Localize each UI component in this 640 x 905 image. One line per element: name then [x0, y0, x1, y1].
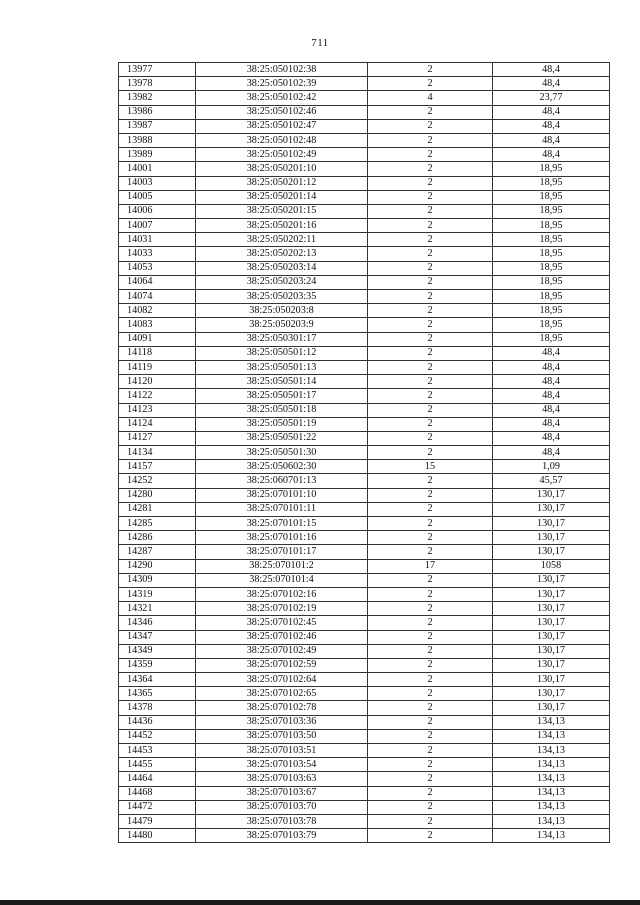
table-row	[119, 786, 610, 800]
table-row	[119, 658, 610, 672]
cadastral-number-cell: 38:25:050501:13	[196, 360, 368, 374]
table-row	[119, 431, 610, 445]
count-cell: 2	[368, 63, 493, 77]
value-cell: 130,17	[493, 644, 610, 658]
value-cell: 1058	[493, 559, 610, 573]
count-cell: 2	[368, 488, 493, 502]
cadastral-number-cell: 38:25:050201:14	[196, 190, 368, 204]
cadastral-number-cell: 38:25:070101:2	[196, 559, 368, 573]
cadastral-number-cell: 38:25:070102:49	[196, 644, 368, 658]
value-cell: 18,95	[493, 162, 610, 176]
table-row	[119, 758, 610, 772]
row-id-cell: 14309	[119, 573, 196, 587]
count-cell: 2	[368, 687, 493, 701]
cadastral-number-cell: 38:25:070103:36	[196, 715, 368, 729]
count-cell: 2	[368, 744, 493, 758]
row-id-cell: 14290	[119, 559, 196, 573]
cadastral-number-cell: 38:25:070101:11	[196, 502, 368, 516]
cadastral-number-cell: 38:25:070101:10	[196, 488, 368, 502]
table-row	[119, 403, 610, 417]
cadastral-number-cell: 38:25:070101:17	[196, 545, 368, 559]
table-row	[119, 502, 610, 516]
table-row	[119, 63, 610, 77]
row-id-cell: 14091	[119, 332, 196, 346]
value-cell: 134,13	[493, 744, 610, 758]
count-cell: 2	[368, 233, 493, 247]
value-cell: 48,4	[493, 105, 610, 119]
value-cell: 130,17	[493, 517, 610, 531]
table-row	[119, 573, 610, 587]
row-id-cell: 14006	[119, 204, 196, 218]
row-id-cell: 14119	[119, 360, 196, 374]
cadastral-number-cell: 38:25:050203:24	[196, 275, 368, 289]
count-cell: 2	[368, 616, 493, 630]
table-row	[119, 488, 610, 502]
table-row	[119, 389, 610, 403]
value-cell: 134,13	[493, 715, 610, 729]
value-cell: 18,95	[493, 219, 610, 233]
count-cell: 2	[368, 318, 493, 332]
count-cell: 2	[368, 375, 493, 389]
cadastral-number-cell: 38:25:070102:59	[196, 658, 368, 672]
value-cell: 130,17	[493, 488, 610, 502]
count-cell: 2	[368, 587, 493, 601]
cadastral-number-cell: 38:25:070103:67	[196, 786, 368, 800]
row-id-cell: 14479	[119, 814, 196, 828]
row-id-cell: 14365	[119, 687, 196, 701]
count-cell: 2	[368, 715, 493, 729]
count-cell: 2	[368, 389, 493, 403]
value-cell: 48,4	[493, 446, 610, 460]
row-id-cell: 14321	[119, 602, 196, 616]
value-cell: 45,57	[493, 474, 610, 488]
cadastral-number-cell: 38:25:050602:30	[196, 460, 368, 474]
table-row	[119, 219, 610, 233]
value-cell: 130,17	[493, 573, 610, 587]
value-cell: 48,4	[493, 431, 610, 445]
table-row	[119, 332, 610, 346]
value-cell: 18,95	[493, 190, 610, 204]
table-row	[119, 417, 610, 431]
table-row	[119, 587, 610, 601]
value-cell: 18,95	[493, 204, 610, 218]
cadastral-number-cell: 38:25:070101:15	[196, 517, 368, 531]
count-cell: 2	[368, 630, 493, 644]
table-row	[119, 474, 610, 488]
cadastral-number-cell: 38:25:050203:9	[196, 318, 368, 332]
table-row	[119, 829, 610, 843]
cadastral-number-cell: 38:25:050203:14	[196, 261, 368, 275]
count-cell: 2	[368, 360, 493, 374]
cadastral-number-cell: 38:25:050102:48	[196, 133, 368, 147]
row-id-cell: 14480	[119, 829, 196, 843]
table-row	[119, 360, 610, 374]
value-cell: 48,4	[493, 63, 610, 77]
cadastral-number-cell: 38:25:070101:16	[196, 531, 368, 545]
row-id-cell: 14127	[119, 431, 196, 445]
count-cell: 2	[368, 119, 493, 133]
table-row	[119, 190, 610, 204]
cadastral-number-cell: 38:25:070103:63	[196, 772, 368, 786]
cadastral-number-cell: 38:25:050102:47	[196, 119, 368, 133]
row-id-cell: 14453	[119, 744, 196, 758]
row-id-cell: 14252	[119, 474, 196, 488]
cadastral-table	[118, 62, 610, 843]
count-cell: 2	[368, 431, 493, 445]
row-id-cell: 14286	[119, 531, 196, 545]
table-row	[119, 814, 610, 828]
row-id-cell: 14001	[119, 162, 196, 176]
table-row	[119, 275, 610, 289]
table-row	[119, 701, 610, 715]
count-cell: 2	[368, 658, 493, 672]
value-cell: 23,77	[493, 91, 610, 105]
cadastral-number-cell: 38:25:070102:19	[196, 602, 368, 616]
row-id-cell: 14464	[119, 772, 196, 786]
cadastral-number-cell: 38:25:070101:4	[196, 573, 368, 587]
table-row	[119, 119, 610, 133]
row-id-cell: 14053	[119, 261, 196, 275]
value-cell: 130,17	[493, 701, 610, 715]
count-cell: 4	[368, 91, 493, 105]
count-cell: 2	[368, 275, 493, 289]
count-cell: 2	[368, 133, 493, 147]
row-id-cell: 14007	[119, 219, 196, 233]
row-id-cell: 14378	[119, 701, 196, 715]
cadastral-number-cell: 38:25:050501:22	[196, 431, 368, 445]
count-cell: 2	[368, 829, 493, 843]
table-row	[119, 630, 610, 644]
count-cell: 2	[368, 346, 493, 360]
row-id-cell: 14134	[119, 446, 196, 460]
table-row	[119, 446, 610, 460]
row-id-cell: 14436	[119, 715, 196, 729]
table-row	[119, 531, 610, 545]
table-row	[119, 261, 610, 275]
row-id-cell: 14364	[119, 673, 196, 687]
count-cell: 2	[368, 602, 493, 616]
value-cell: 48,4	[493, 403, 610, 417]
row-id-cell: 14472	[119, 800, 196, 814]
table-row	[119, 729, 610, 743]
row-id-cell: 13982	[119, 91, 196, 105]
row-id-cell: 13987	[119, 119, 196, 133]
cadastral-number-cell: 38:25:050501:17	[196, 389, 368, 403]
count-cell: 2	[368, 417, 493, 431]
value-cell: 130,17	[493, 502, 610, 516]
value-cell: 18,95	[493, 233, 610, 247]
table-row	[119, 800, 610, 814]
value-cell: 130,17	[493, 673, 610, 687]
row-id-cell: 14005	[119, 190, 196, 204]
cadastral-number-cell: 38:25:050102:42	[196, 91, 368, 105]
count-cell: 2	[368, 531, 493, 545]
value-cell: 130,17	[493, 531, 610, 545]
row-id-cell: 14452	[119, 729, 196, 743]
row-id-cell: 13988	[119, 133, 196, 147]
count-cell: 2	[368, 573, 493, 587]
count-cell: 2	[368, 105, 493, 119]
value-cell: 130,17	[493, 616, 610, 630]
table-row	[119, 545, 610, 559]
scan-edge	[0, 900, 640, 905]
count-cell: 2	[368, 502, 493, 516]
table-row	[119, 233, 610, 247]
table-row	[119, 715, 610, 729]
cadastral-number-cell: 38:25:070103:79	[196, 829, 368, 843]
cadastral-number-cell: 38:25:070102:65	[196, 687, 368, 701]
count-cell: 17	[368, 559, 493, 573]
cadastral-number-cell: 38:25:050203:35	[196, 290, 368, 304]
value-cell: 130,17	[493, 587, 610, 601]
table-row	[119, 148, 610, 162]
table-row	[119, 304, 610, 318]
value-cell: 48,4	[493, 148, 610, 162]
count-cell: 2	[368, 261, 493, 275]
row-id-cell: 14280	[119, 488, 196, 502]
cadastral-number-cell: 38:25:050102:38	[196, 63, 368, 77]
count-cell: 15	[368, 460, 493, 474]
value-cell: 130,17	[493, 602, 610, 616]
count-cell: 2	[368, 304, 493, 318]
row-id-cell: 14074	[119, 290, 196, 304]
row-id-cell: 14118	[119, 346, 196, 360]
row-id-cell: 14349	[119, 644, 196, 658]
cadastral-number-cell: 38:25:070102:16	[196, 587, 368, 601]
count-cell: 2	[368, 772, 493, 786]
table-row	[119, 772, 610, 786]
count-cell: 2	[368, 474, 493, 488]
value-cell: 48,4	[493, 346, 610, 360]
count-cell: 2	[368, 786, 493, 800]
row-id-cell: 14083	[119, 318, 196, 332]
table-row	[119, 744, 610, 758]
count-cell: 2	[368, 673, 493, 687]
count-cell: 2	[368, 290, 493, 304]
row-id-cell: 14319	[119, 587, 196, 601]
table-row	[119, 290, 610, 304]
value-cell: 130,17	[493, 658, 610, 672]
value-cell: 18,95	[493, 261, 610, 275]
table-row	[119, 517, 610, 531]
value-cell: 18,95	[493, 247, 610, 261]
row-id-cell: 14157	[119, 460, 196, 474]
row-id-cell: 14455	[119, 758, 196, 772]
value-cell: 48,4	[493, 375, 610, 389]
row-id-cell: 13977	[119, 63, 196, 77]
value-cell: 130,17	[493, 630, 610, 644]
cadastral-number-cell: 38:25:070103:54	[196, 758, 368, 772]
count-cell: 2	[368, 800, 493, 814]
table-row	[119, 176, 610, 190]
cadastral-number-cell: 38:25:050102:39	[196, 77, 368, 91]
cadastral-number-cell: 38:25:060701:13	[196, 474, 368, 488]
value-cell: 134,13	[493, 758, 610, 772]
value-cell: 134,13	[493, 772, 610, 786]
count-cell: 2	[368, 517, 493, 531]
cadastral-number-cell: 38:25:050501:12	[196, 346, 368, 360]
value-cell: 18,95	[493, 176, 610, 190]
count-cell: 2	[368, 176, 493, 190]
row-id-cell: 13986	[119, 105, 196, 119]
table-row	[119, 204, 610, 218]
value-cell: 134,13	[493, 814, 610, 828]
count-cell: 2	[368, 545, 493, 559]
cadastral-number-cell: 38:25:050102:46	[196, 105, 368, 119]
row-id-cell: 14003	[119, 176, 196, 190]
row-id-cell: 14346	[119, 616, 196, 630]
value-cell: 48,4	[493, 119, 610, 133]
cadastral-number-cell: 38:25:070103:78	[196, 814, 368, 828]
count-cell: 2	[368, 814, 493, 828]
table-row	[119, 133, 610, 147]
value-cell: 48,4	[493, 77, 610, 91]
table-row	[119, 460, 610, 474]
table-row	[119, 105, 610, 119]
value-cell: 18,95	[493, 275, 610, 289]
cadastral-number-cell: 38:25:070103:50	[196, 729, 368, 743]
count-cell: 2	[368, 190, 493, 204]
count-cell: 2	[368, 77, 493, 91]
count-cell: 2	[368, 403, 493, 417]
value-cell: 48,4	[493, 133, 610, 147]
value-cell: 134,13	[493, 729, 610, 743]
row-id-cell: 14122	[119, 389, 196, 403]
table-row	[119, 616, 610, 630]
count-cell: 2	[368, 729, 493, 743]
count-cell: 2	[368, 219, 493, 233]
table-row	[119, 346, 610, 360]
row-id-cell: 14287	[119, 545, 196, 559]
count-cell: 2	[368, 332, 493, 346]
cadastral-number-cell: 38:25:050102:49	[196, 148, 368, 162]
count-cell: 2	[368, 446, 493, 460]
table-row	[119, 91, 610, 105]
cadastral-number-cell: 38:25:050501:30	[196, 446, 368, 460]
value-cell: 134,13	[493, 800, 610, 814]
cadastral-number-cell: 38:25:070102:64	[196, 673, 368, 687]
row-id-cell: 14468	[119, 786, 196, 800]
count-cell: 2	[368, 148, 493, 162]
value-cell: 18,95	[493, 304, 610, 318]
value-cell: 134,13	[493, 786, 610, 800]
row-id-cell: 14347	[119, 630, 196, 644]
table-row	[119, 559, 610, 573]
cadastral-number-cell: 38:25:050201:15	[196, 204, 368, 218]
value-cell: 18,95	[493, 318, 610, 332]
row-id-cell: 14082	[119, 304, 196, 318]
value-cell: 18,95	[493, 290, 610, 304]
table-row	[119, 602, 610, 616]
count-cell: 2	[368, 758, 493, 772]
cadastral-number-cell: 38:25:050202:13	[196, 247, 368, 261]
count-cell: 2	[368, 644, 493, 658]
table-body	[119, 63, 610, 843]
row-id-cell: 14281	[119, 502, 196, 516]
value-cell: 18,95	[493, 332, 610, 346]
row-id-cell: 13989	[119, 148, 196, 162]
cadastral-number-cell: 38:25:050301:17	[196, 332, 368, 346]
count-cell: 2	[368, 162, 493, 176]
table-row	[119, 318, 610, 332]
cadastral-number-cell: 38:25:070103:51	[196, 744, 368, 758]
value-cell: 1,09	[493, 460, 610, 474]
count-cell: 2	[368, 247, 493, 261]
value-cell: 130,17	[493, 687, 610, 701]
table-row	[119, 247, 610, 261]
cadastral-number-cell: 38:25:050501:18	[196, 403, 368, 417]
value-cell: 48,4	[493, 417, 610, 431]
row-id-cell: 14124	[119, 417, 196, 431]
row-id-cell: 14120	[119, 375, 196, 389]
value-cell: 130,17	[493, 545, 610, 559]
cadastral-number-cell: 38:25:050201:10	[196, 162, 368, 176]
cadastral-number-cell: 38:25:050201:16	[196, 219, 368, 233]
cadastral-number-cell: 38:25:070102:46	[196, 630, 368, 644]
cadastral-number-cell: 38:25:070102:45	[196, 616, 368, 630]
cadastral-number-cell: 38:25:050501:19	[196, 417, 368, 431]
cadastral-number-cell: 38:25:050202:11	[196, 233, 368, 247]
table-row	[119, 644, 610, 658]
row-id-cell: 13978	[119, 77, 196, 91]
row-id-cell: 14064	[119, 275, 196, 289]
table-row	[119, 77, 610, 91]
page-number: 711	[311, 37, 329, 49]
table-row	[119, 673, 610, 687]
cadastral-number-cell: 38:25:070103:70	[196, 800, 368, 814]
row-id-cell: 14033	[119, 247, 196, 261]
count-cell: 2	[368, 204, 493, 218]
row-id-cell: 14123	[119, 403, 196, 417]
row-id-cell: 14359	[119, 658, 196, 672]
value-cell: 48,4	[493, 360, 610, 374]
table-row	[119, 162, 610, 176]
value-cell: 134,13	[493, 829, 610, 843]
table-row	[119, 687, 610, 701]
row-id-cell: 14031	[119, 233, 196, 247]
cadastral-number-cell: 38:25:050201:12	[196, 176, 368, 190]
count-cell: 2	[368, 701, 493, 715]
value-cell: 48,4	[493, 389, 610, 403]
cadastral-number-cell: 38:25:050203:8	[196, 304, 368, 318]
cadastral-number-cell: 38:25:070102:78	[196, 701, 368, 715]
cadastral-number-cell: 38:25:050501:14	[196, 375, 368, 389]
table-row	[119, 375, 610, 389]
row-id-cell: 14285	[119, 517, 196, 531]
